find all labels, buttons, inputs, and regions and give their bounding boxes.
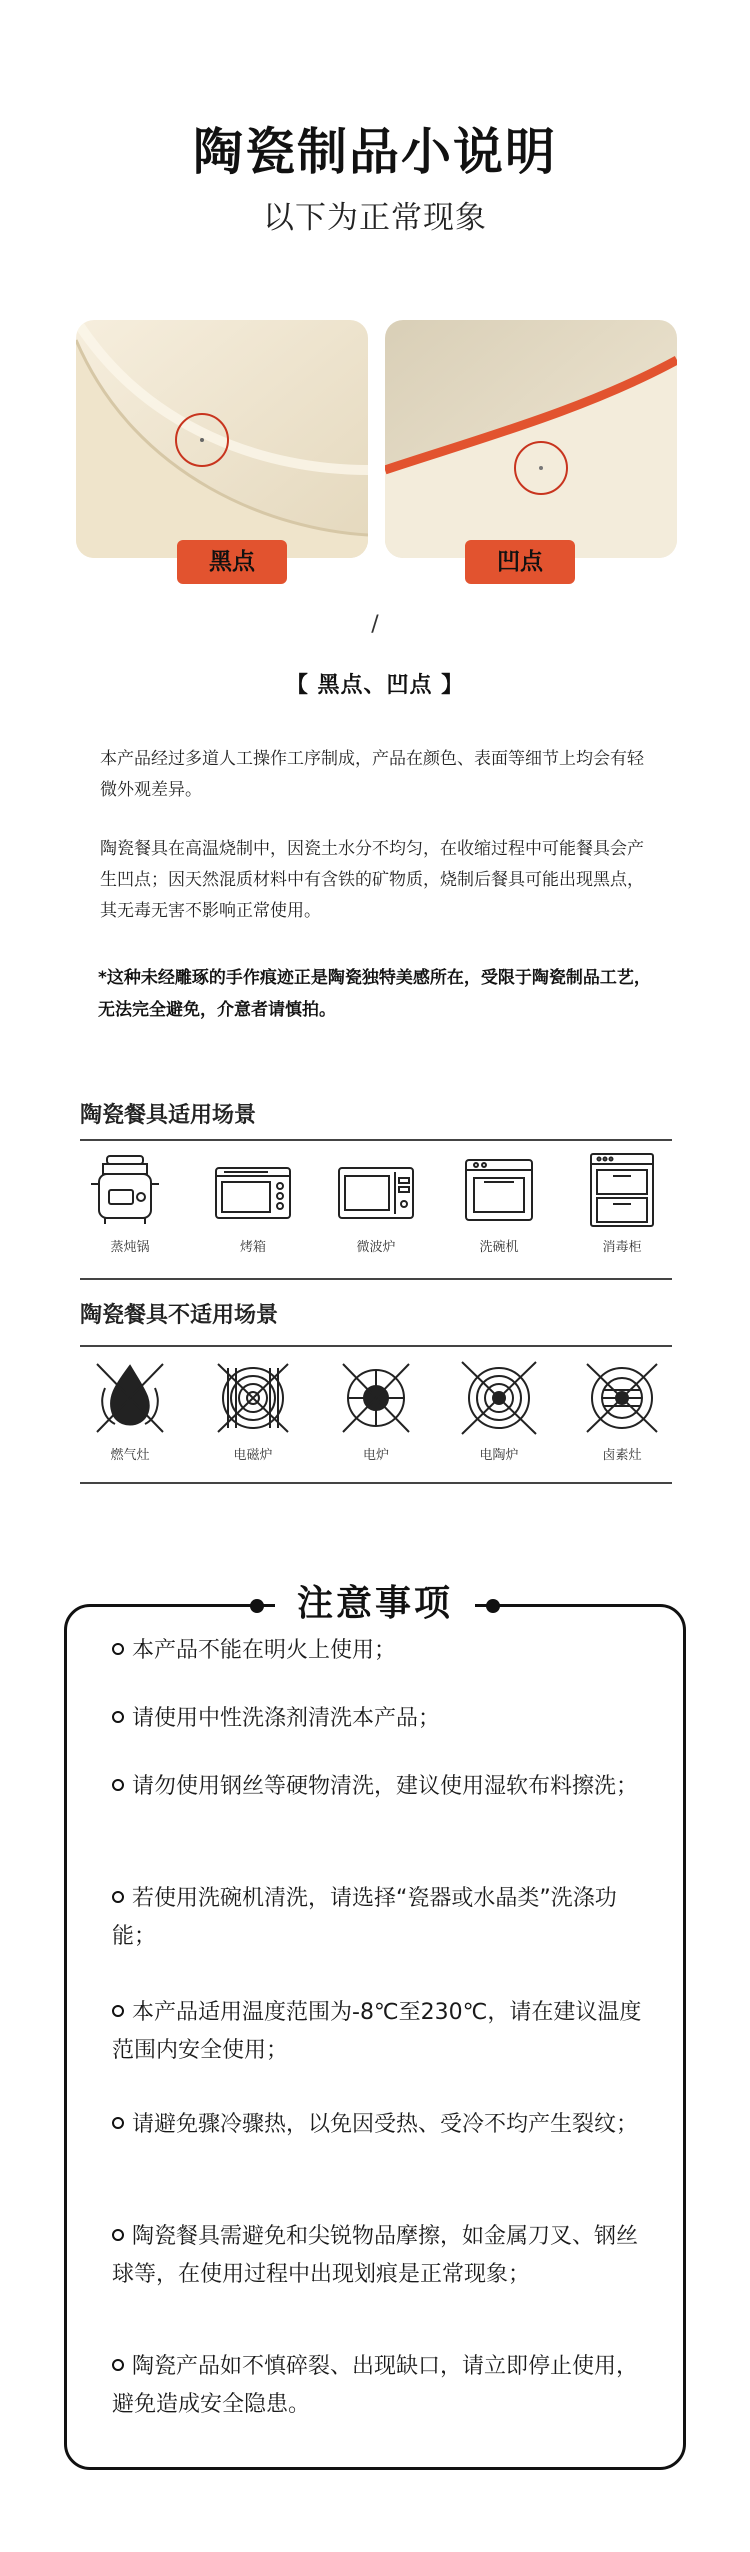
gas-stove-icon: [85, 1358, 175, 1438]
oven-icon: [208, 1150, 298, 1230]
bullet-icon: [112, 1779, 124, 1791]
ceramic-cooker-icon: [454, 1358, 544, 1438]
suitable-scenes-row: [80, 1150, 672, 1255]
scene-label: 电陶炉: [479, 1448, 519, 1463]
scene-item: [203, 1150, 303, 1255]
pit-spot-tag: 凹点: [465, 540, 575, 584]
divider-slash: /: [371, 612, 379, 637]
bullet-icon: [112, 1891, 124, 1903]
caution-item: [112, 2106, 652, 2144]
divider-line: [80, 1345, 672, 1347]
divider-line: [80, 1139, 672, 1141]
caution-text: 本产品适用温度范围为-8℃至230℃，请在建议温度范围内安全使用；: [112, 2000, 642, 2063]
bullet-icon: [112, 2117, 124, 2129]
scene-item: [203, 1358, 303, 1463]
scene-item: [449, 1358, 549, 1463]
page-subtitle: 以下为正常现象: [263, 200, 487, 236]
bullet-icon: [112, 1643, 124, 1655]
bullet-icon: [112, 1711, 124, 1723]
bullet-icon: [112, 2229, 124, 2241]
scene-label: 卤素灶: [602, 1448, 642, 1463]
electric-stove-icon: [331, 1358, 421, 1438]
bullet-icon: [112, 2005, 124, 2017]
microwave-icon: [331, 1150, 421, 1230]
caution-text: 陶瓷产品如不慎碎裂、出现缺口，请立即停止使用，避免造成安全隐患。: [112, 2354, 639, 2417]
cautions-title-wrap: [0, 1575, 750, 1626]
induction-cooker-icon: [208, 1358, 298, 1438]
caution-item: [112, 2218, 652, 2294]
page-title: 陶瓷制品小说明: [193, 123, 557, 181]
scene-item: [449, 1150, 549, 1255]
caution-text: 若使用洗碗机清洗，请选择“瓷器或水晶类”洗涤功能；: [112, 1886, 617, 1949]
unsuitable-scenes-row: [80, 1358, 672, 1463]
pit-spot-photo: [385, 320, 677, 558]
caution-item: [112, 1700, 652, 1738]
cautions-title: 注意事项: [275, 1575, 475, 1626]
scene-label: 烤箱: [239, 1240, 266, 1255]
scene-label: 微波炉: [356, 1240, 396, 1255]
caution-text: 请避免骤冷骤热，以免因受热、受冷不均产生裂纹；: [132, 2112, 639, 2137]
bullet-icon: [112, 2359, 124, 2371]
scene-item: [572, 1150, 672, 1255]
scene-item: [80, 1150, 180, 1255]
caution-text: 请勿使用钢丝等硬物清洗，建议使用湿软布料擦洗；: [132, 1774, 639, 1799]
black-spot-tag: 黑点: [177, 540, 287, 584]
unsuitable-scenes-title: 陶瓷餐具不适用场景: [80, 1303, 279, 1328]
description-paragraph-2: 陶瓷餐具在高温烧制中，因瓷土水分不均匀，在收缩过程中可能餐具会产生凹点；因天然混质材料中有含铁的矿物质，烧制后餐具可能出现黑点，其无毒无害不影响正常使用。: [100, 839, 644, 921]
section-label: 【 黑点、凹点 】: [285, 673, 465, 698]
scene-label: 消毒柜: [602, 1240, 642, 1255]
caution-item: [112, 1632, 652, 1670]
dishwasher-icon: [454, 1150, 544, 1230]
scene-item: [326, 1150, 426, 1255]
caution-item: [112, 1768, 652, 1806]
scene-label: 燃气灶: [110, 1448, 150, 1463]
scene-item: [326, 1358, 426, 1463]
sterilizer-icon: [577, 1150, 667, 1230]
scene-item: [572, 1358, 672, 1463]
divider-line: [80, 1278, 672, 1280]
scene-label: 蒸炖锅: [110, 1240, 150, 1255]
caution-text: 请使用中性洗涤剂清洗本产品；: [132, 1706, 441, 1731]
caution-text: 本产品不能在明火上使用；: [132, 1638, 397, 1663]
steamer-icon: [85, 1150, 175, 1230]
caution-item: [112, 1994, 652, 2070]
suitable-scenes-title: 陶瓷餐具适用场景: [80, 1103, 257, 1128]
halogen-stove-icon: [577, 1358, 667, 1438]
scene-label: 洗碗机: [479, 1240, 519, 1255]
caution-item: [112, 1880, 652, 1956]
scene-label: 电炉: [362, 1448, 389, 1463]
black-spot-photo: [76, 320, 368, 558]
scene-item: [80, 1358, 180, 1463]
divider-line: [80, 1482, 672, 1484]
handmade-note: *这种未经雕琢的手作痕迹正是陶瓷独特美感所在，受限于陶瓷制品工艺，无法完全避免，介意者请慎拍。: [98, 968, 651, 1020]
scene-label: 电磁炉: [233, 1448, 273, 1463]
caution-item: [112, 2348, 652, 2424]
description-paragraph-1: 本产品经过多道人工操作工序制成，产品在颜色、表面等细节上均会有轻微外观差异。: [100, 749, 644, 800]
caution-text: 陶瓷餐具需避免和尖锐物品摩擦，如金属刀叉、钢丝球等，在使用过程中出现划痕是正常现象；: [112, 2224, 639, 2287]
